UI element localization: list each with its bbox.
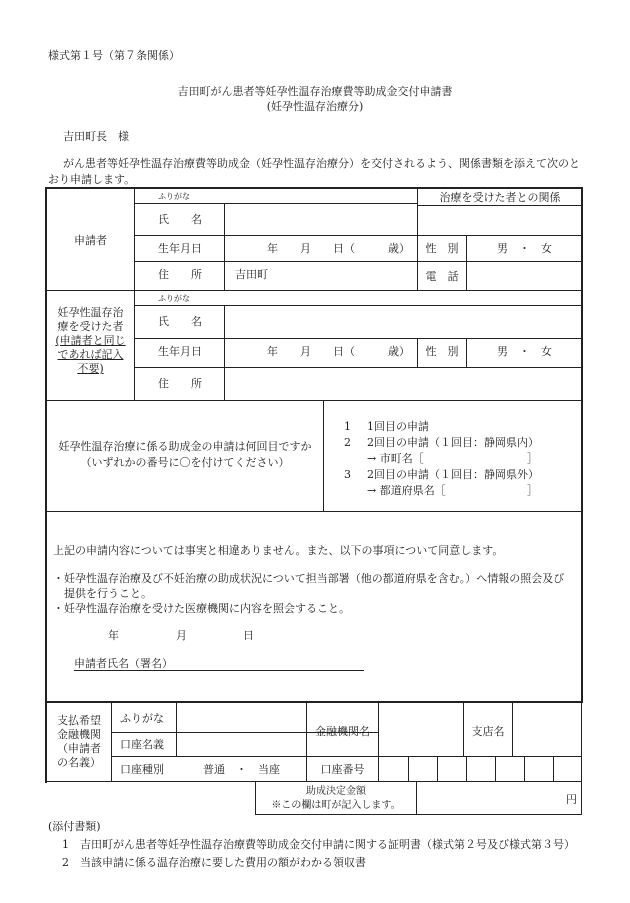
date-month-label: 月 [176,629,187,642]
consent-statement: 上記の申請内容については事実と相違ありません。また、以下の事項について同意します。 [53,544,504,557]
form-subtitle: (妊孕性温存治療分) [266,100,364,113]
applicant-dob-field[interactable]: 年 月 日（ 歳） [267,242,410,255]
account-number-field[interactable] [380,758,579,780]
consent-item-1-line-2: 提供を行うこと。 [64,587,152,600]
applicant-phone-label: 電 話 [425,270,459,283]
attachments-title: (添付書類) [48,820,101,833]
account-type-options[interactable]: 普通 ・ 当座 [203,763,280,776]
institution-name-label: 金融機関名 [315,725,370,738]
application-count-question: 妊孕性温存治療に係る助成金の申請は何回目ですか [58,440,312,453]
signature-line [74,670,364,671]
applicant-gender-label: 性 別 [425,242,459,255]
option-2-bracket-close: ］ [527,452,538,465]
date-year-label: 年 [108,629,119,642]
institution-name-field[interactable] [380,705,461,754]
applicant-address-field[interactable]: 吉田町 [235,268,268,281]
option-3-prefecture-label: → 都道府県名［ [367,484,446,497]
applicant-dob-label: 生年月日 [158,242,202,255]
option-3-prefecture-field[interactable] [448,483,524,498]
applicant-furigana-label: ふりがな [158,192,190,201]
patient-gender-options[interactable]: 男 ・ 女 [497,345,552,358]
patient-section-note: (申請者と同じ であれば記入 不要) [55,334,126,375]
branch-name-field[interactable] [514,705,579,754]
relation-label: 治療を受けた者との関係 [439,191,561,204]
account-holder-field[interactable] [178,734,304,754]
applicant-phone-field[interactable] [469,263,579,288]
signature-label: 申請者氏名（署名） [74,657,173,670]
option-1-number[interactable]: 1 [344,420,351,433]
addressee: 吉田町長 様 [63,130,129,143]
attachment-1-text: 吉田町がん患者等妊孕性温存治療費等助成金交付申請に関する証明書（様式第２号及び様式第３号） [80,838,575,851]
date-month-field[interactable] [122,626,174,644]
option-3-number[interactable]: 3 [344,468,351,481]
patient-name-field[interactable] [226,307,580,337]
applicant-section-label: 申請者 [74,234,107,247]
patient-dob-field[interactable]: 年 月 日（ 歳） [267,345,410,358]
decision-yen-unit: 円 [566,793,577,806]
option-3-bracket-close: ］ [527,484,538,497]
form-title: 吉田町がん患者等妊孕性温存治療費等助成金交付申請書 [177,85,453,98]
account-type-label: 口座種別 [120,763,164,776]
payment-furigana-field[interactable] [178,705,304,730]
decision-note: ※この欄は町が記入します。 [271,800,401,811]
attachment-2-number: 2 [62,856,69,869]
patient-furigana-label: ふりがな [158,294,190,303]
option-3-text: 2回目の申請（１回目：静岡県外） [367,468,539,481]
date-day-label: 日 [243,629,254,642]
patient-furigana-field[interactable] [226,292,580,304]
intro-line-2: おり申請します。 [48,173,136,186]
consent-item-2: ・妊孕性温存治療を受けた医療機関に内容を照会すること。 [53,602,350,615]
form-number: 様式第１号（第７条関係） [48,49,180,62]
applicant-name-field[interactable] [226,206,414,233]
patient-dob-label: 生年月日 [158,345,202,358]
applicant-furigana-field[interactable] [226,190,414,202]
intro-line-1: がん患者等妊孕性温存治療費等助成金（妊孕性温存治療分）を交付されるよう、関係書類を添えて次のと [63,157,580,170]
date-year-field[interactable] [70,626,106,644]
patient-section-label: 妊孕性温存治 療を受けた者 [57,306,124,333]
signature-field[interactable] [180,652,364,669]
option-2-number[interactable]: 2 [344,436,351,449]
branch-name-label: 支店名 [471,725,505,738]
payment-section-label: 支払希望 金融機関 （申請者 の名義） [57,714,101,769]
application-count-instruction: （いずれかの番号に〇を付けてください） [80,456,290,469]
account-holder-label: 口座名義 [120,738,164,751]
date-day-field[interactable] [190,626,242,644]
payment-furigana-label: ふりがな [120,712,164,725]
decision-amount-label: 助成決定金額 [306,786,366,797]
consent-item-1-line-1: ・妊孕性温存治療及び不妊治療の助成状況について担当部署（他の都道府県を含む。）へ情報の照会及び [53,572,565,585]
account-number-label: 口座番号 [320,763,365,776]
relation-field[interactable] [420,207,580,233]
patient-name-label: 氏 名 [158,315,202,328]
patient-address-label: 住 所 [158,377,202,390]
patient-gender-label: 性 別 [425,345,459,358]
attachment-1-number: 1 [62,838,69,851]
patient-address-field[interactable] [226,369,580,398]
option-1-text: 1回目の申請 [367,420,429,433]
attachment-2-text: 当該申請に係る温存治療に要した費用の額がわかる領収書 [80,856,366,869]
applicant-name-label: 氏 名 [158,213,202,226]
applicant-gender-options[interactable]: 男 ・ 女 [497,242,552,255]
option-2-municipality-label: → 市町名［ [367,452,424,465]
applicant-address-label: 住 所 [158,268,202,281]
option-2-text: 2回目の申請（１回目：静岡県内） [367,436,539,449]
option-2-municipality-field[interactable] [432,451,524,466]
